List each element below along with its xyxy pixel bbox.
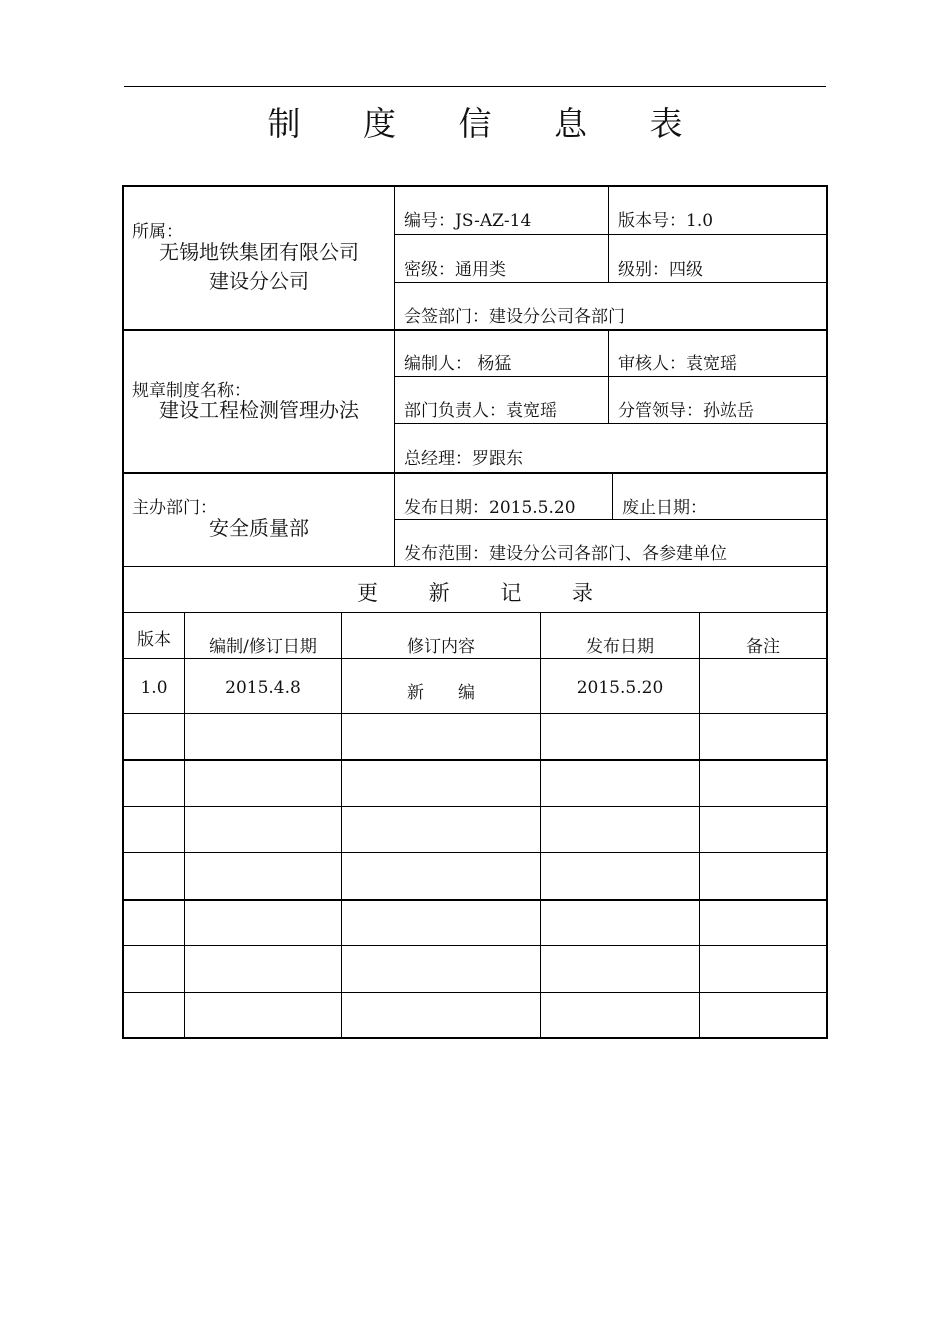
general-manager: 总经理：罗跟东 — [404, 449, 523, 469]
secret-level: 密级：通用类 — [404, 260, 506, 280]
regulation-name-label: 规章制度名称： — [132, 381, 251, 401]
grid-line — [122, 806, 828, 807]
author: 编制人： 杨猛 — [404, 354, 512, 374]
doc-code: 编号：JS-AZ-14 — [404, 211, 532, 231]
grid-line — [122, 566, 828, 567]
grid-line — [122, 472, 828, 474]
grid-line — [341, 612, 342, 1039]
org-line-2: 建设分公司 — [209, 269, 309, 293]
header-revision-content: 修订内容 — [407, 637, 475, 657]
header-remarks: 备注 — [746, 637, 780, 657]
release-date: 发布日期：2015.5.20 — [404, 498, 576, 518]
grid-line — [122, 852, 828, 853]
grid-line — [122, 992, 828, 993]
host-dept: 安全质量部 — [209, 516, 309, 540]
row-revision-content: 新 编 — [407, 683, 475, 703]
grid-line — [394, 186, 395, 567]
grid-line — [394, 234, 828, 235]
grid-line — [394, 519, 828, 520]
grid-line — [699, 612, 700, 1039]
version-number: 版本号：1.0 — [618, 211, 714, 231]
grid-line — [122, 658, 828, 659]
page-title: 制 度 信 息 表 — [267, 104, 709, 143]
header-revision-date: 编制/修订日期 — [209, 637, 317, 657]
grid-line — [122, 612, 828, 613]
release-scope: 发布范围：建设分公司各部门、各参建单位 — [404, 544, 727, 564]
update-record-title: 更 新 记 录 — [356, 581, 616, 605]
cosign-departments: 会签部门：建设分公司各部门 — [404, 307, 625, 327]
grid-line — [122, 329, 828, 331]
row-version: 1.0 — [140, 678, 168, 698]
grid-line — [394, 282, 828, 283]
department-head: 部门负责人：袁宽瑶 — [404, 401, 557, 421]
header-rule — [124, 86, 826, 87]
grid-line — [122, 899, 828, 901]
grid-line — [122, 759, 828, 761]
regulation-name: 建设工程检测管理办法 — [159, 398, 359, 422]
grid-line — [540, 612, 541, 1039]
grid-line — [612, 473, 613, 520]
reviewer: 审核人：袁宽瑶 — [618, 354, 737, 374]
grid-line — [394, 376, 828, 377]
grid-line — [608, 330, 609, 424]
grid-line — [184, 612, 185, 1039]
host-dept-label: 主办部门： — [132, 498, 217, 518]
org-line-1: 无锡地铁集团有限公司 — [159, 240, 359, 264]
row-revision-date: 2015.4.8 — [225, 678, 301, 698]
supervising-leader: 分管领导：孙竑岳 — [618, 401, 754, 421]
grid-line — [122, 713, 828, 714]
row-release-date: 2015.5.20 — [576, 678, 664, 698]
affiliation-org — [124, 238, 394, 296]
header-release-date: 发布日期 — [586, 637, 654, 657]
grid-line — [608, 186, 609, 283]
affiliation-label: 所属： — [132, 222, 183, 242]
abolish-date: 废止日期： — [622, 498, 707, 518]
grid-line — [394, 423, 828, 424]
grade-level: 级别：四级 — [618, 260, 703, 280]
header-version: 版本 — [137, 630, 171, 650]
grid-line — [122, 945, 828, 946]
